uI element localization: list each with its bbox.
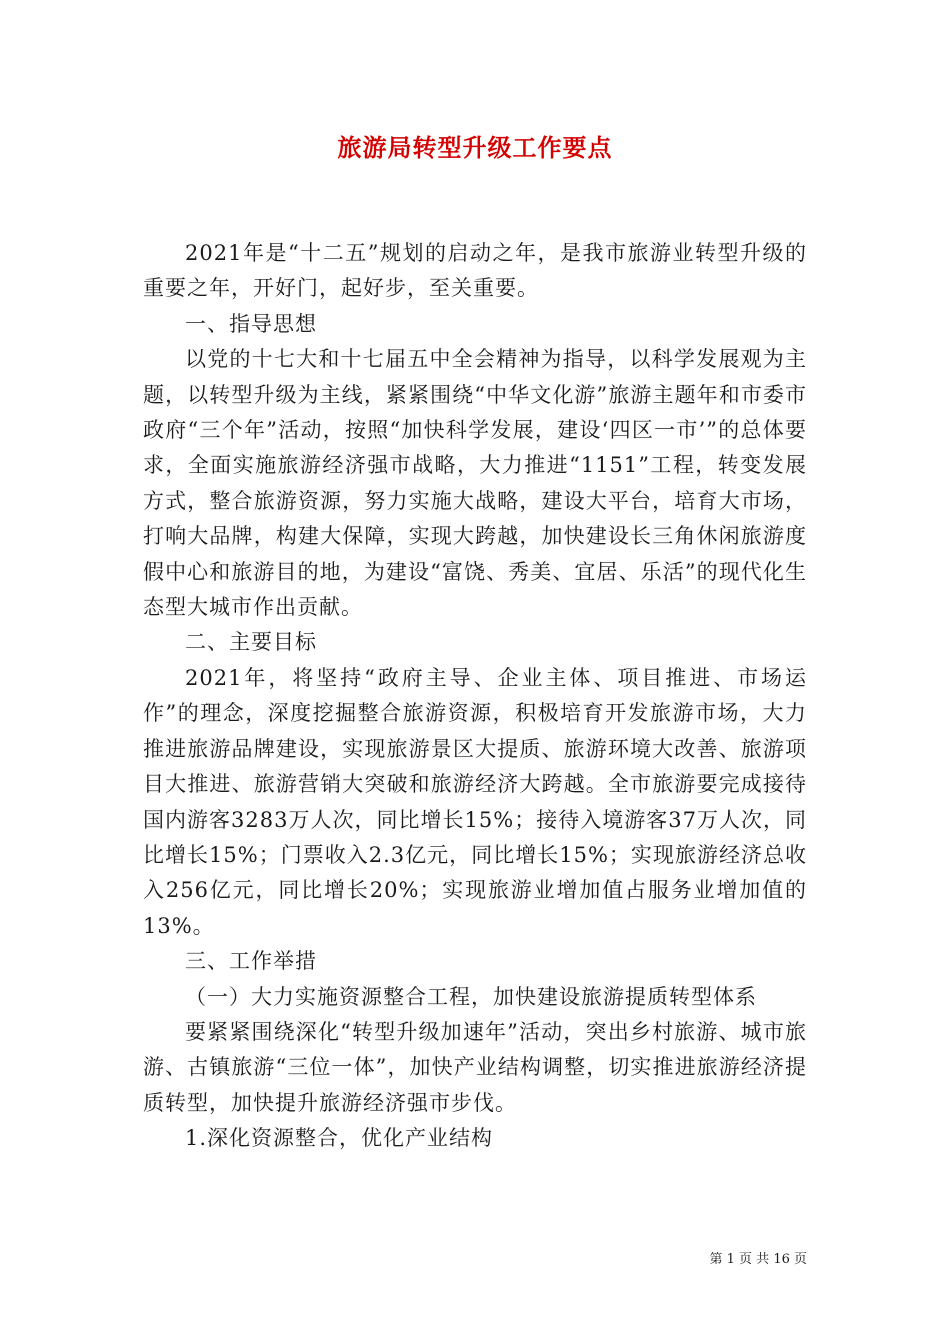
paragraph-guiding-thought: 以党的十七大和十七届五中全会精神为指导，以科学发展观为主题，以转型升级为主线，紧紧围绕“中华文化游”旅游主题年和市委市政府“三个年”活动，按照“加快科学发展，建设‘四区一市’”的总体要求，全面实施旅游经济强市战略，大力推进“1151”工程，转变发展方式，整合旅游资源，努力实施大战略，建设大平台，培育大市场，打响大品牌，构建大保障，实现大跨越，加快建设长三角休闲旅游度假中心和旅游目的地，为建设“富饶、秀美、宜居、乐活”的现代化生态型大城市作出贡献。 xyxy=(143,347,807,620)
paragraph-main-goals: 2021年，将坚持“政府主导、企业主体、项目推进、市场运作”的理念，深度挖掘整合旅游资源，积极培育开发旅游市场，大力推进旅游品牌建设，实现旅游景区大提质、旅游环境大改善、旅游项目大推进、旅游营销大突破和旅游经济大跨越。全市旅游要完成接待国内游客3283万人次，同比增长15%；接待入境游客37万人次，同比增长15%；门票收入2.3亿元，同比增长15%；实现旅游经济总收入256亿元，同比增长20%；实现旅游业增加值占服务业增加值的13%。 xyxy=(143,665,807,938)
subsection-heading-resource-integration: （一）大力实施资源整合工程，加快建设旅游提质转型体系 xyxy=(185,984,757,1009)
document-body xyxy=(143,236,807,1157)
section-heading-guiding-thought: 一、指导思想 xyxy=(185,311,317,336)
section-heading-work-measures: 三、工作举措 xyxy=(185,949,317,974)
page-number-footer: 第 1 页 共 16 页 xyxy=(709,1252,807,1267)
paragraph-intro: 2021年是“十二五”规划的启动之年，是我市旅游业转型升级的重要之年，开好门，起好步，至关重要。 xyxy=(143,241,807,301)
paragraph-resource-integration: 要紧紧围绕深化“转型升级加速年”活动，突出乡村旅游、城市旅游、古镇旅游“三位一体”，加快产业结构调整，切实推进旅游经济提质转型，加快提升旅游经济强市步伐。 xyxy=(143,1019,807,1115)
document-title: 旅游局转型升级工作要点 xyxy=(337,133,613,162)
section-heading-main-goals: 二、主要目标 xyxy=(185,630,317,655)
item-heading-deepen-integration: 1.深化资源整合，优化产业结构 xyxy=(185,1126,494,1151)
